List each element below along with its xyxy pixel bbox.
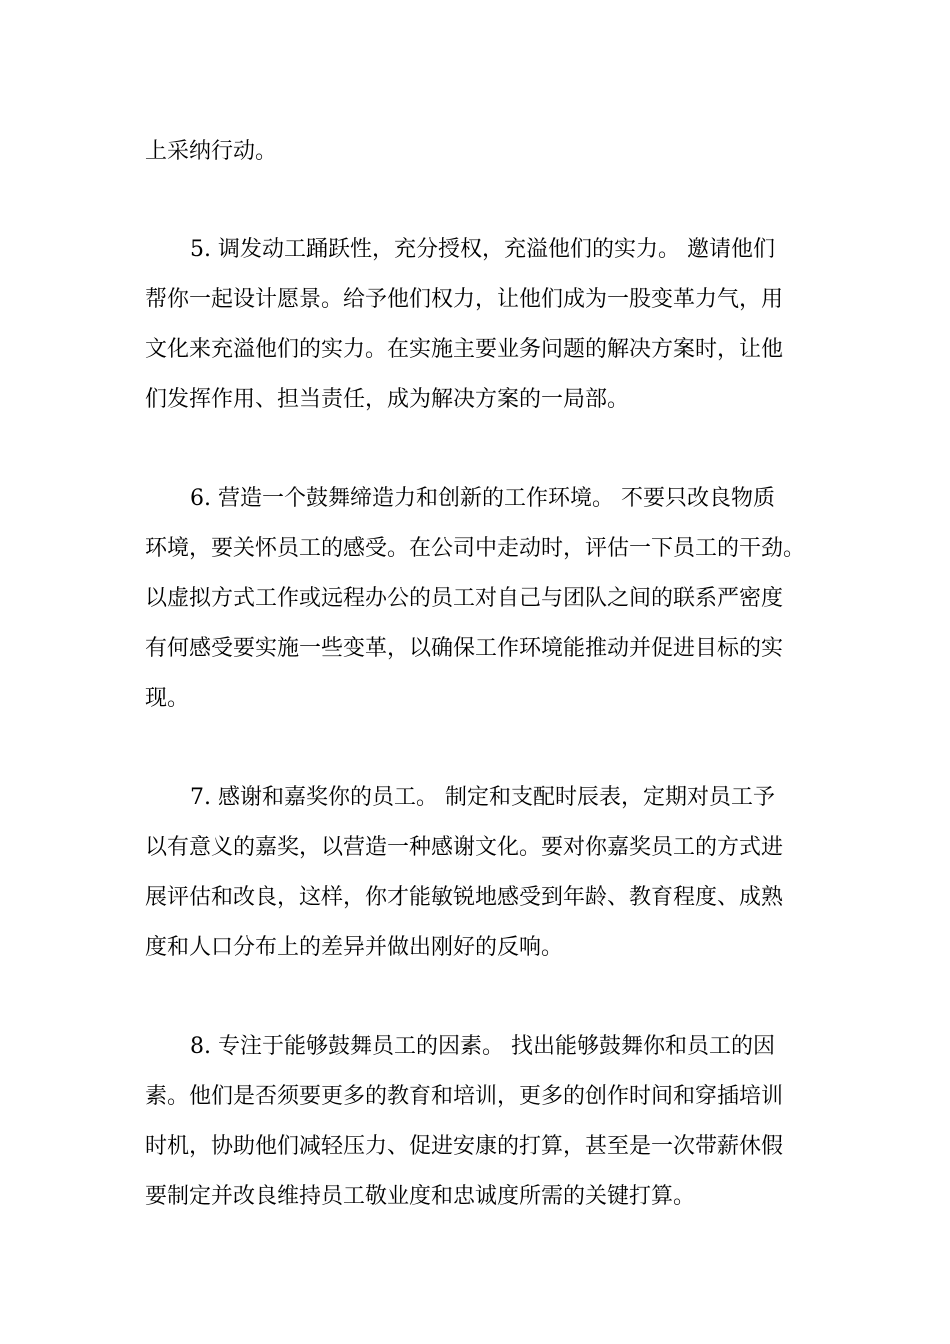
text-line: 以有意义的嘉奖，以营造一种感谢文化。要对你嘉奖员工的方式进 <box>145 835 784 860</box>
text-line: 6. 营造一个鼓舞缔造力和创新的工作环境。 不要只改良物质 <box>190 486 775 511</box>
text-line: 时机，协助他们减轻压力、促进安康的打算，甚至是一次带薪休假 <box>145 1134 784 1159</box>
text-line: 7. 感谢和嘉奖你的员工。 制定和支配时辰表，定期对员工予 <box>190 785 775 810</box>
text-line: 8. 专注于能够鼓舞员工的因素。 找出能够鼓舞你和员工的因 <box>190 1034 775 1059</box>
text-line: 有何感受要实施一些变革，以确保工作环境能推动并促进目标的实 <box>145 636 784 661</box>
text-line: 帮你一起设计愿景。给予他们权力，让他们成为一股变革力气，用 <box>145 287 784 312</box>
text-line: 素。他们是否须要更多的教育和培训，更多的创作时间和穿插培训 <box>145 1084 784 1109</box>
text-line: 度和人口分布上的差异并做出刚好的反响。 <box>145 935 564 960</box>
text-line: 5. 调发动工踊跃性，充分授权，充溢他们的实力。 邀请他们 <box>190 237 775 262</box>
text-line: 以虚拟方式工作或远程办公的员工对自己与团队之间的联系严密度 <box>145 586 784 611</box>
text-line: 上采纳行动。 <box>145 139 278 164</box>
text-line: 要制定并改良维持员工敬业度和忠诚度所需的关键打算。 <box>145 1184 696 1209</box>
text-line: 现。 <box>145 686 190 711</box>
text-line: 展评估和改良，这样，你才能敏锐地感受到年龄、教育程度、成熟 <box>145 885 784 910</box>
text-line: 环境，要关怀员工的感受。在公司中走动时，评估一下员工的干劲。 <box>145 536 806 561</box>
text-line: 们发挥作用、担当责任，成为解决方案的一局部。 <box>145 387 630 412</box>
text-line: 文化来充溢他们的实力。在实施主要业务问题的解决方案时，让他 <box>145 337 784 362</box>
